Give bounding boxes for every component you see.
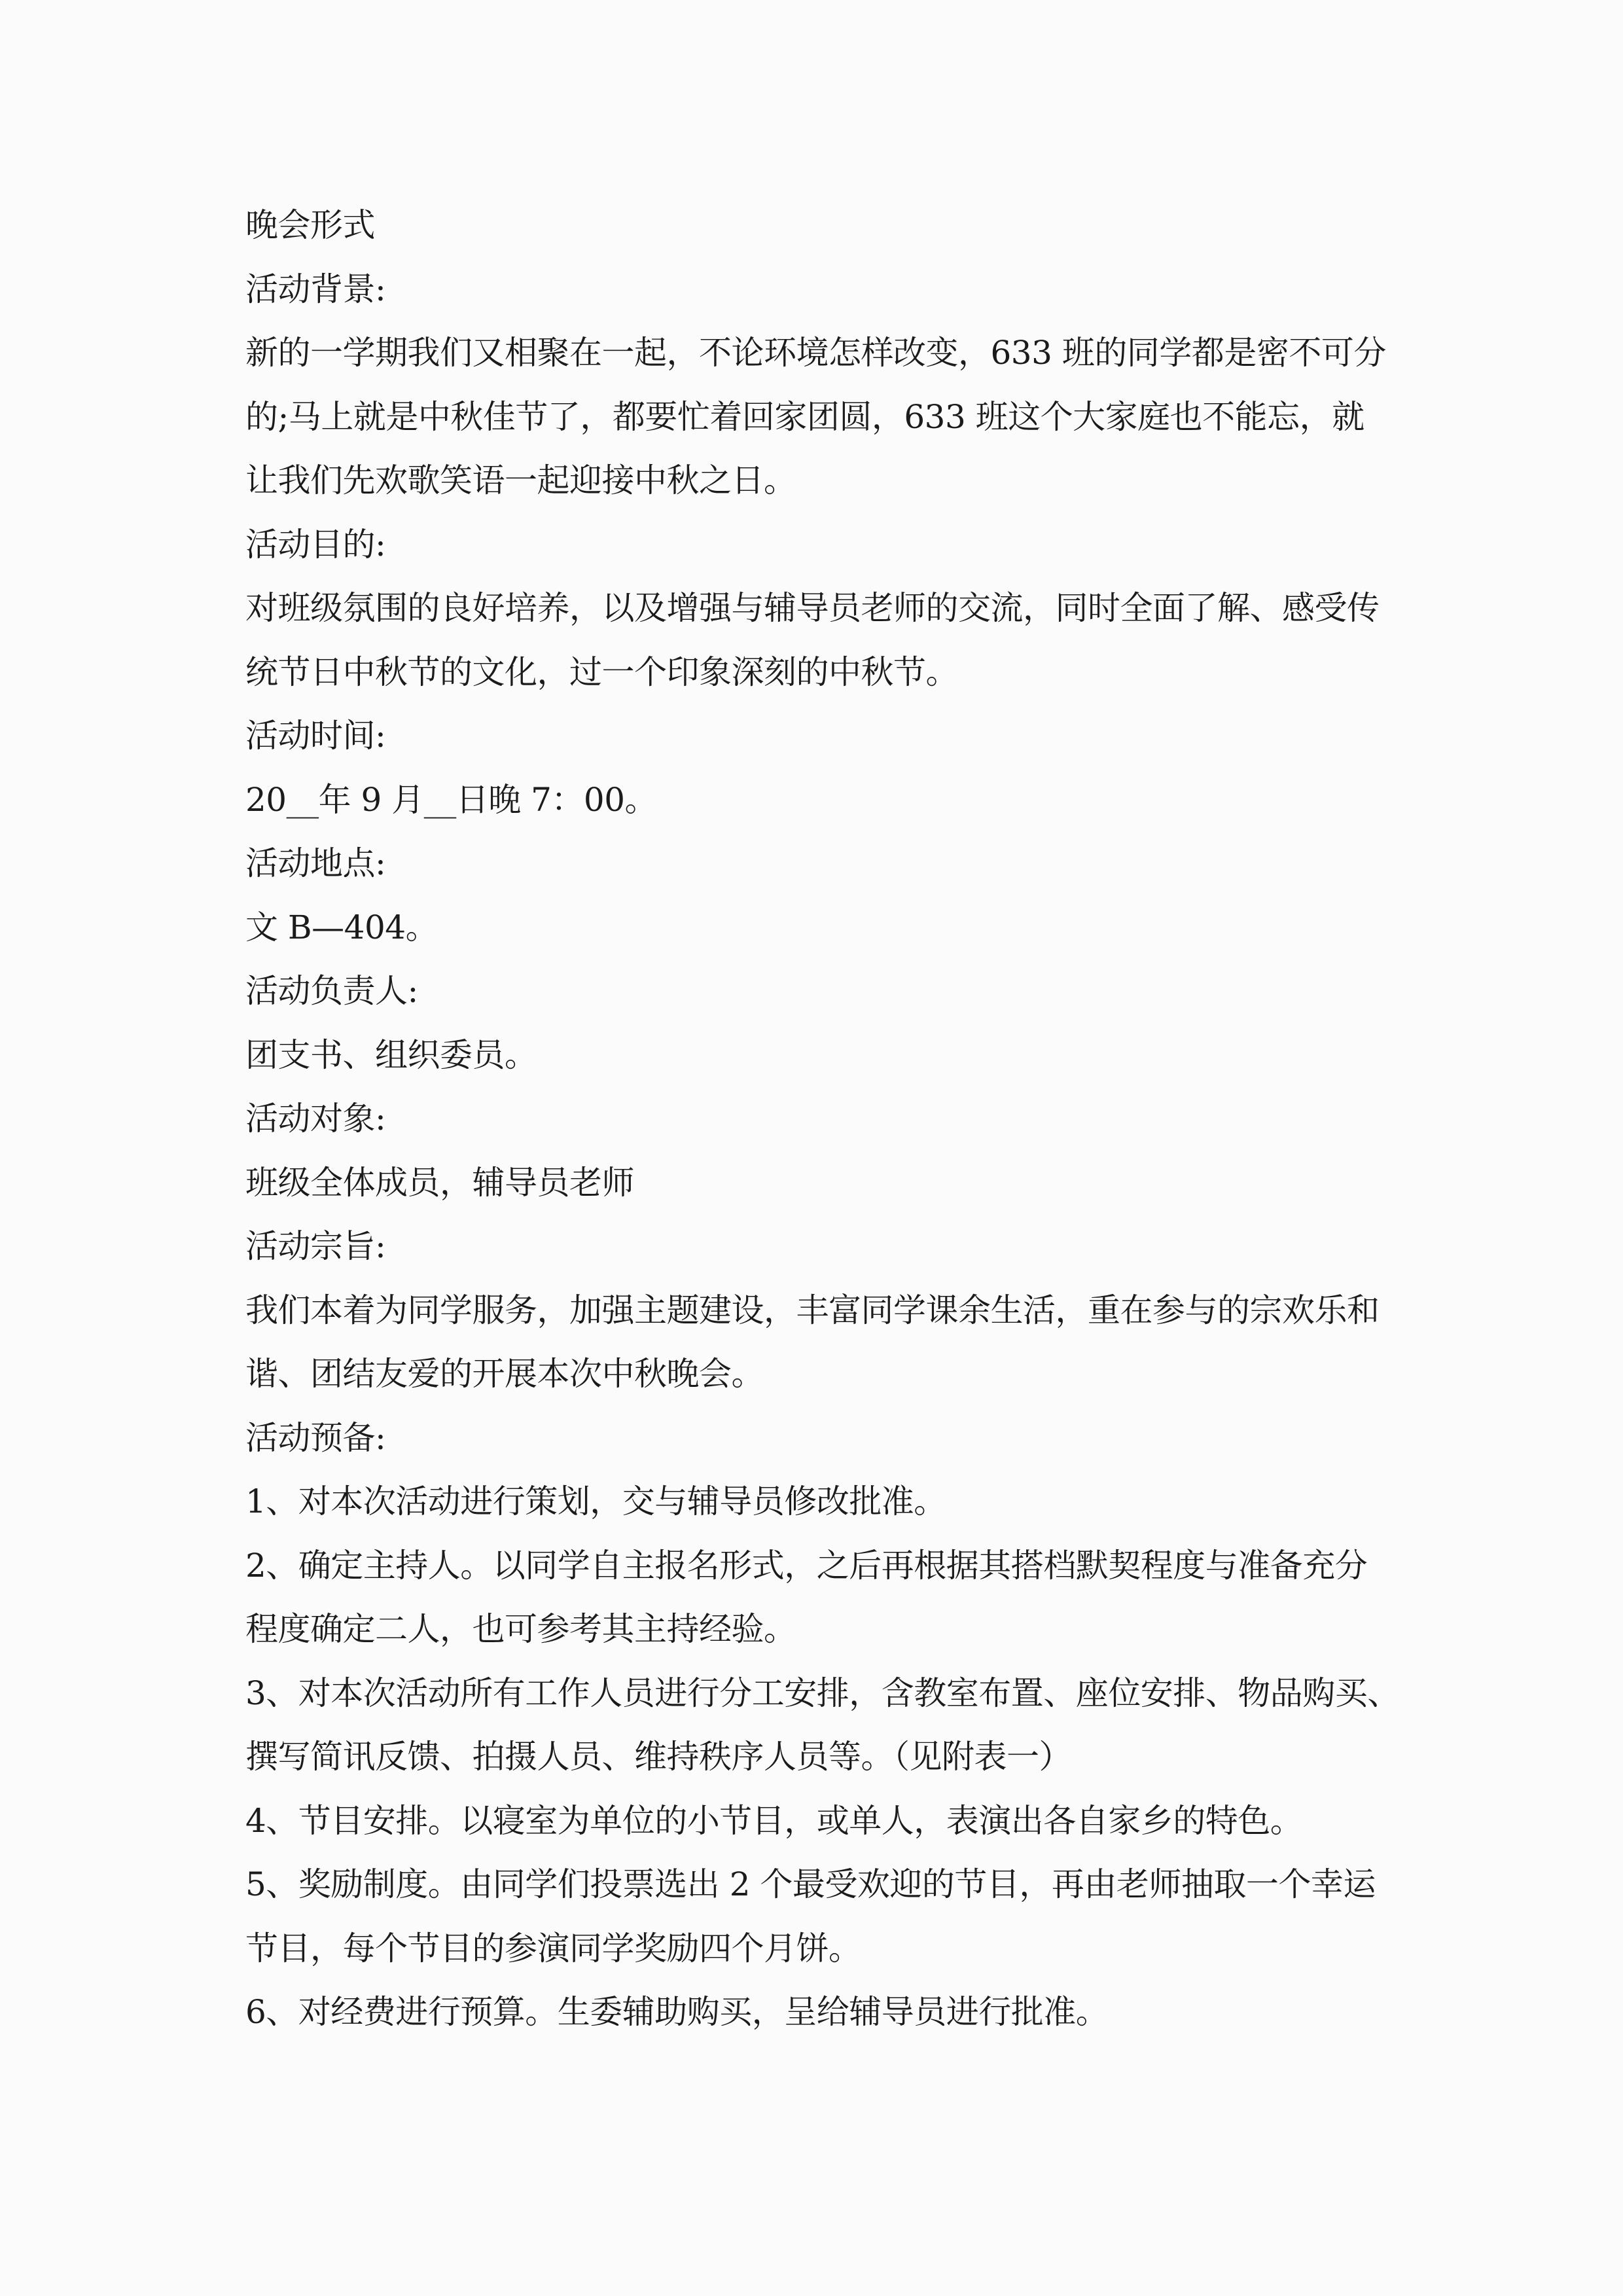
paragraph-line: 让我们先欢歌笑语一起迎接中秋之日。 <box>245 461 796 499</box>
paragraph-line: 1、对本次活动进行策划，交与辅导员修改批准。 <box>245 1482 946 1520</box>
paragraph-line: 4、节目安排。以寝室为单位的小节目，或单人，表演出各自家乡的特色。 <box>245 1801 1303 1840</box>
section-heading-line: 活动地点: <box>245 844 386 882</box>
document-title-line: 晚会形式 <box>245 206 375 244</box>
paragraph-line: 我们本着为同学服务，加强主题建设，丰富同学课余生活，重在参与的宗欢乐和 <box>245 1291 1380 1329</box>
paragraph-line: 的;马上就是中秋佳节了，都要忙着回家团圆，633 班这个大家庭也不能忘，就 <box>245 397 1364 436</box>
section-heading-line: 活动宗旨: <box>245 1227 386 1265</box>
section-heading-line: 活动预备: <box>245 1418 386 1457</box>
paragraph-line: 2、确定主持人。以同学自主报名形式，之后再根据其搭档默契程度与准备充分 <box>245 1546 1368 1585</box>
section-heading-line: 活动时间: <box>245 717 386 755</box>
document-body <box>245 194 1400 2045</box>
paragraph-line: 对班级氛围的良好培养，以及增强与辅导员老师的交流，同时全面了解、感受传 <box>245 589 1380 627</box>
paragraph-line: 节目，每个节目的参演同学奖励四个月饼。 <box>245 1929 861 1967</box>
paragraph-line: 20__年 9 月__日晚 7：00。 <box>245 780 658 819</box>
section-heading-line: 活动背景: <box>245 270 386 308</box>
paragraph-line: 撰写简讯反馈、拍摄人员、维持秩序人员等。（见附表一） <box>245 1738 1071 1776</box>
paragraph-line: 文 B—404。 <box>245 908 438 946</box>
paragraph-line: 6、对经费进行预算。生委辅助购买，呈给辅导员进行批准。 <box>245 1993 1109 2031</box>
paragraph-line: 程度确定二人，也可参考其主持经验。 <box>245 1610 796 1648</box>
paragraph-line: 统节日中秋节的文化，过一个印象深刻的中秋节。 <box>245 653 958 691</box>
section-heading-line: 活动负责人: <box>245 972 418 1010</box>
section-heading-line: 活动对象: <box>245 1100 386 1138</box>
paragraph-line: 新的一学期我们又相聚在一起，不论环境怎样改变，633 班的同学都是密不可分 <box>245 334 1386 372</box>
section-heading-line: 活动目的: <box>245 525 386 564</box>
paragraph-line: 班级全体成员，辅导员老师 <box>245 1163 634 1202</box>
paragraph-line: 谐、团结友爱的开展本次中秋晚会。 <box>245 1355 764 1393</box>
paragraph-line: 3、对本次活动所有工作人员进行分工安排，含教室布置、座位安排、物品购买、 <box>245 1674 1400 1712</box>
paragraph-line: 5、奖励制度。由同学们投票选出 2 个最受欢迎的节目，再由老师抽取一个幸运 <box>245 1865 1376 1903</box>
paragraph-line: 团支书、组织委员。 <box>245 1035 537 1074</box>
